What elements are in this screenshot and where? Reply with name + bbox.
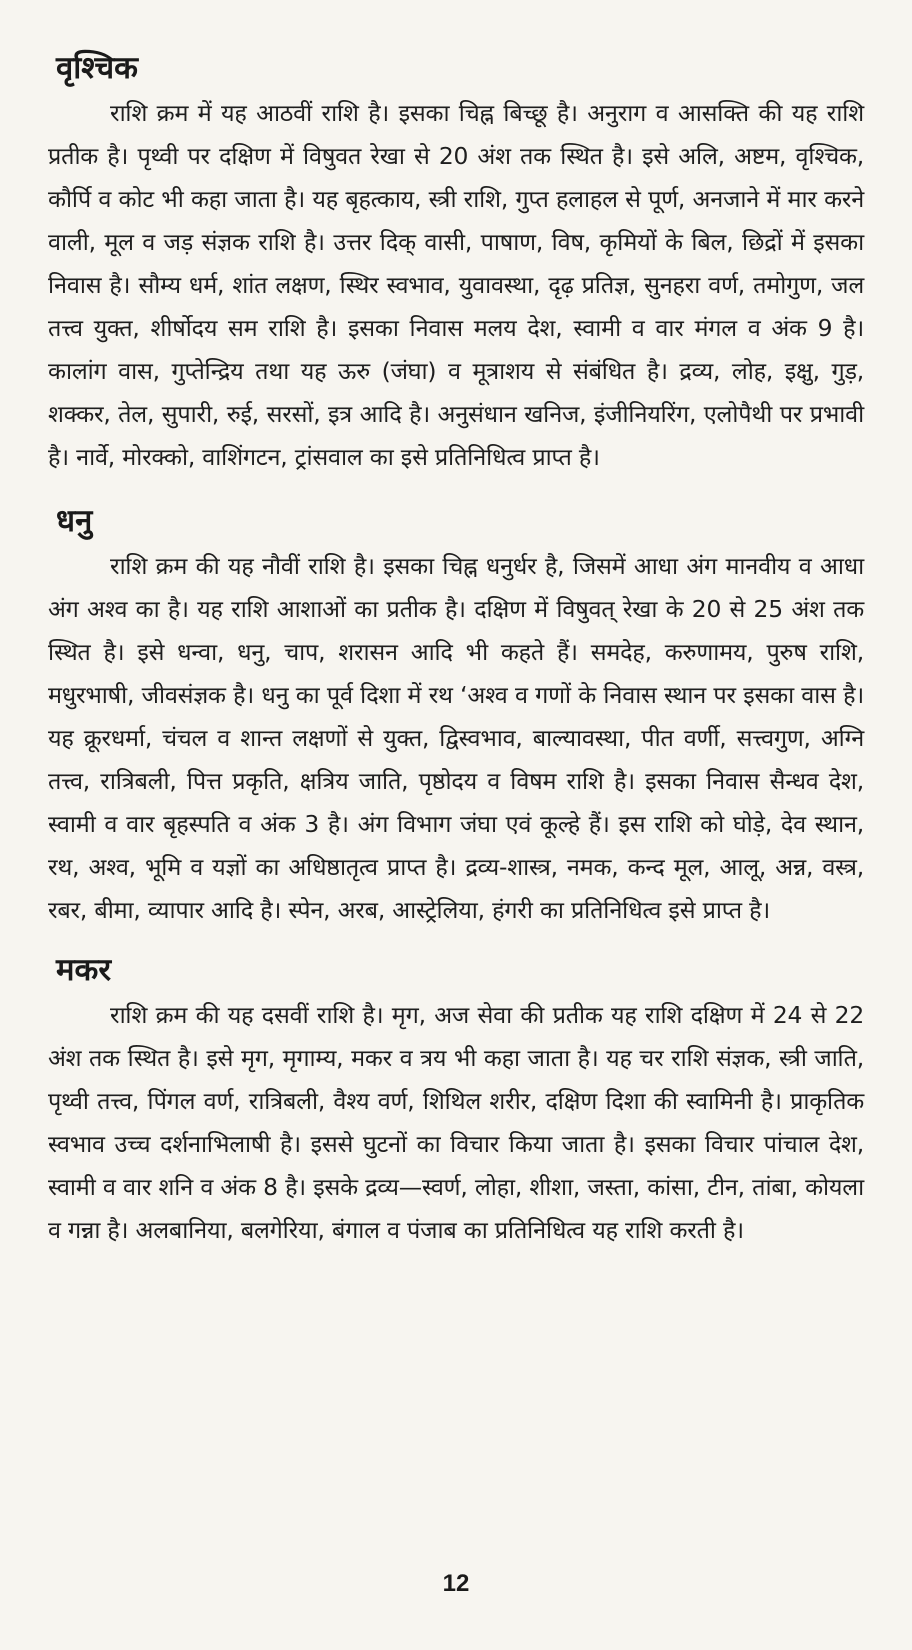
section-dhanu (48, 501, 864, 932)
section-body: राशि क्रम की यह दसवीं राशि है। मृग, अज सेवा की प्रतीक यह राशि दक्षिण में 24 से 22 अंश तक स्थित है। इसे मृग, मृगाम्य, मकर व त्रय भी कहा जाता है। यह चर राशि संज्ञक, स्त्री जाति, पृथ्वी तत्त्व, पिंगल वर्ण, रात्रिबली, वैश्य वर्ण, शिथिल शरीर, दक्षिण दिशा की स्वामिनी है। प्राकृतिक स्वभाव उच्च दर्शनाभिलाषी है। इससे घुटनों का विचार किया जाता है। इसका विचार पांचाल देश, स्वामी व वार शनि व अंक 8 है। इसके द्रव्य—स्वर्ण, लोहा, शीशा, जस्ता, कांसा, टीन, तांबा, कोयला व गन्ना है। अलबानिया, बलगेरिया, बंगाल व पंजाब का प्रतिनिधित्व यह राशि करती है। (48, 1001, 864, 1244)
section-heading: मकर (56, 952, 112, 988)
section-body: राशि क्रम की यह नौवीं राशि है। इसका चिह्न धनुर्धर है, जिसमें आधा अंग मानवीय व आधा अंग अश्व का है। यह राशि आशाओं का प्रतीक है। दक्षिण में विषुवत् रेखा के 20 से 25 अंश तक स्थित है। इसे धन्वा, धनु, चाप, शरासन आदि भी कहते हैं। समदेह, करुणामय, पुरुष राशि, मधुरभाषी, जीवसंज्ञक है। धनु का पूर्व दिशा में रथ ‘अश्व व गणों के निवास स्थान पर इसका वास है। यह क्रूरधर्मा, चंचल व शान्त लक्षणों से युक्त, द्विस्वभाव, बाल्यावस्था, पीत वर्णी, सत्त्वगुण, अग्नि तत्त्व, रात्रिबली, पित्त प्रकृति, क्षत्रिय जाति, पृष्ठोदय व विषम राशि है। इसका निवास सैन्धव देश, स्वामी व वार बृहस्पति व अंक 3 है। अंग विभाग जंघा एवं कूल्हे हैं। इस राशि को घोड़े, देव स्थान, रथ, अश्व, भूमि व यज्ञों का अधिष्ठातृत्व प्राप्त है। द्रव्य-शास्त्र, नमक, कन्द मूल, आलू, अन्न, वस्त्र, रबर, बीमा, व्यापार आदि है। स्पेन, अरब, आस्ट्रेलिया, हंगरी का प्रतिनिधित्व इसे प्राप्त है। (48, 552, 864, 924)
section-makar (48, 950, 864, 1252)
section-heading: धनु (56, 503, 93, 539)
section-body: राशि क्रम में यह आठवीं राशि है। इसका चिह्न बिच्छू है। अनुराग व आसक्ति की यह राशि प्रतीक है। पृथ्वी पर दक्षिण में विषुवत रेखा से 20 अंश तक स्थित है। इसे अलि, अष्टम, वृश्चिक, कौर्पि व कोट भी कहा जाता है। यह बृहत्काय, स्त्री राशि, गुप्त हलाहल से पूर्ण, अनजाने में मार करने वाली, मूल व जड़ संज्ञक राशि है। उत्तर दिक् वासी, पाषाण, विष, कृमियों के बिल, छिद्रों में इसका निवास है। सौम्य धर्म, शांत लक्षण, स्थिर स्वभाव, युवावस्था, दृढ़ प्रतिज्ञ, सुनहरा वर्ण, तमोगुण, जल तत्त्व युक्त, शीर्षोदय सम राशि है। इसका निवास मलय देश, स्वामी व वार मंगल व अंक 9 है। कालांग वास, गुप्तेन्द्रिय तथा यह ऊरु (जंघा) व मूत्राशय से संबंधित है। द्रव्य, लोह, इक्षु, गुड़, शक्कर, तेल, सुपारी, रुई, सरसों, इत्र आदि है। अनुसंधान खनिज, इंजीनियरिंग, एलोपैथी पर प्रभावी है। नार्वे, मोरक्को, वाशिंगटन, ट्रांसवाल का इसे प्रतिनिधित्व प्राप्त है। (48, 99, 864, 471)
section-heading: वृश्चिक (56, 50, 138, 86)
section-vrishchik (48, 48, 864, 479)
page-number: 12 (442, 1570, 470, 1597)
